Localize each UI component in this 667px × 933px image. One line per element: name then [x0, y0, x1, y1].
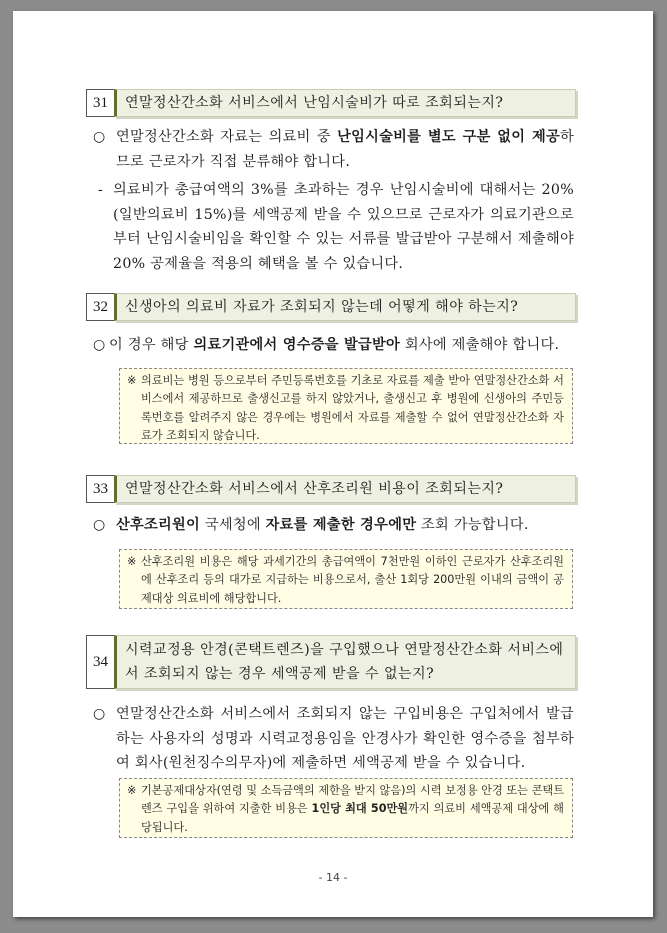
circle-bullet: ○ — [93, 706, 106, 722]
note-box — [119, 549, 573, 609]
question-number: 33 — [86, 475, 114, 503]
question-title: 신생아의 의료비 자료가 조회되지 않는데 어떻게 해야 하는지? — [114, 293, 576, 321]
note-box — [119, 368, 573, 444]
note-text: 기본공제대상자(연령 및 소득금액의 제한을 받지 않음)의 시력 보정용 안경 또는 콘택트렌즈 구입을 위하여 지출한 비용은 1인당 최대 50만원까지 의료비 세액공제 대상에 해당됩니다. — [141, 784, 564, 834]
detail-paragraph: 의료비가 총급여액의 3%를 초과하는 경우 난임시술비에 대해서는 20%(일반의료비 15%)를 세액공제 받을 수 있으므로 근로자가 의료기관으로부터 난임시술비임을 확인할 수 있는 서류를 발급받아 구분해서 제출해야 20% 공제율을 적용의 혜택을 볼 수 있습니다. — [113, 182, 574, 272]
question-32-header — [86, 293, 576, 321]
page-number: - 14 - — [318, 871, 348, 884]
answer-paragraph: 연말정산간소화 서비스에서 조회되지 않는 구입비용은 구입처에서 발급하는 사용자의 성명과 시력교정용임을 안경사가 확인한 영수증을 첨부하여 회사(원천징수의무자)에 제출하면 세액공제 받을 수 있습니다. — [116, 706, 574, 771]
note-text: 의료비는 병원 등으로부터 주민등록번호를 기초로 자료를 제출 받아 연말정산간소화 서비스에서 제공하므로 출생신고를 하지 않았거나, 출생신고 후 병원에 신생아의 주민등록번호를 알려주지 않은 경우에는 병원에서 자료를 제출할 수 없어 연말정산간소화 자료가 조회되지 않습니다. — [141, 374, 564, 442]
dash-bullet: - — [98, 182, 103, 198]
question-number: 34 — [86, 635, 114, 689]
circle-bullet: ○ — [93, 337, 106, 353]
question-31-header — [86, 89, 576, 117]
question-title: 연말정산간소화 서비스에서 산후조리원 비용이 조회되는지? — [114, 475, 576, 503]
question-34-header — [86, 635, 576, 689]
reference-mark: ※ — [127, 555, 137, 568]
question-title: 연말정산간소화 서비스에서 난임시술비가 따로 조회되는지? — [114, 89, 576, 117]
question-number: 31 — [86, 89, 114, 117]
answer-paragraph: 이 경우 해당 의료기관에서 영수증을 발급받아 회사에 제출해야 합니다. — [109, 337, 560, 353]
question-33-header — [86, 475, 576, 503]
question-number: 32 — [86, 293, 114, 321]
answer-paragraph: 산후조리원이 국세청에 자료를 제출한 경우에만 조회 가능합니다. — [116, 517, 529, 533]
note-text: 산후조리원 비용은 해당 과세기간의 총급여액이 7천만원 이하인 근로자가 산후조리원에 산후조리 등의 대가로 지급하는 비용으로서, 출산 1회당 200만원 이내의 금액이 공제대상 의료비에 해당합니다. — [141, 555, 564, 605]
reference-mark: ※ — [127, 784, 137, 797]
reference-mark: ※ — [127, 374, 137, 387]
question-title: 시력교정용 안경(콘택트렌즈)을 구입했으나 연말정산간소화 서비스에서 조회되지 않는 경우 세액공제 받을 수 없는지? — [114, 635, 576, 689]
answer-paragraph: 연말정산간소화 자료는 의료비 중 난임시술비를 별도 구분 없이 제공하므로 근로자가 직접 분류해야 합니다. — [116, 129, 575, 170]
circle-bullet: ○ — [93, 517, 106, 533]
circle-bullet: ○ — [93, 129, 106, 145]
document-page — [13, 11, 653, 917]
note-box — [119, 778, 573, 838]
